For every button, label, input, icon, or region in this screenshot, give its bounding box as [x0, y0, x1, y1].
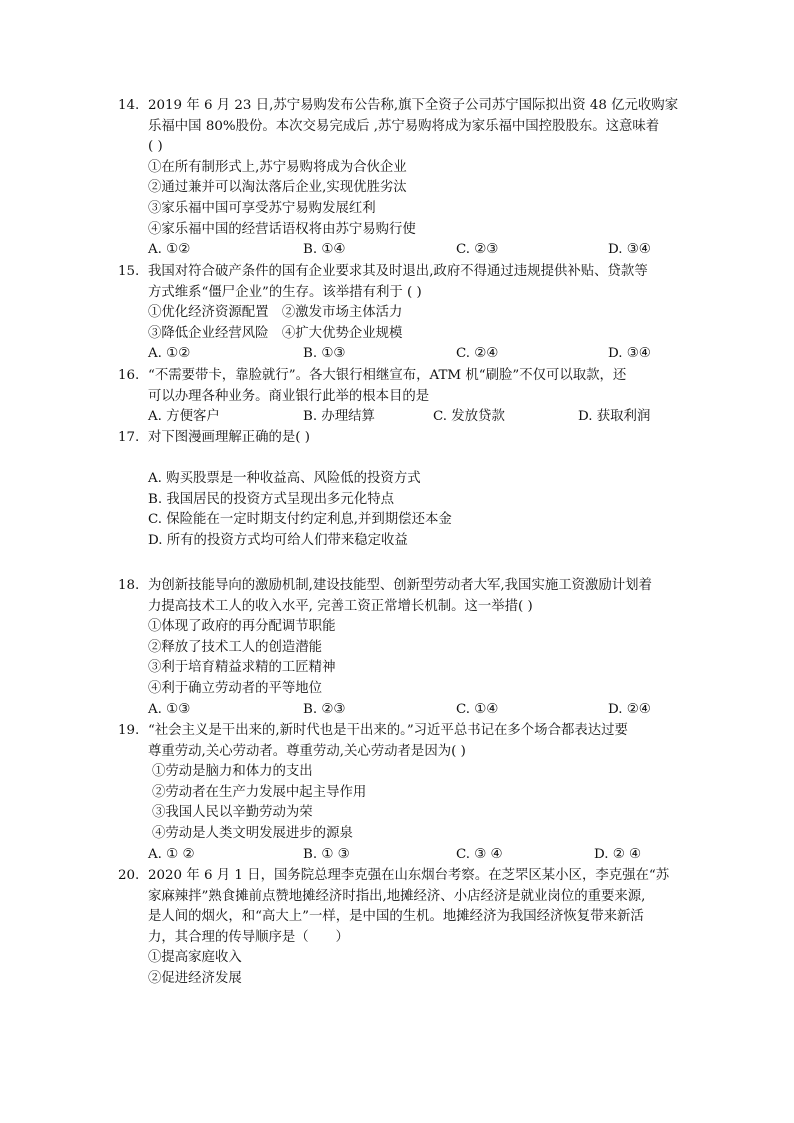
question-stem-line: 乐福中国 80%股份。本次交易完成后 ,苏宁易购将成为家乐福中国控股股东。这意味着: [148, 118, 660, 134]
choice-d[interactable]: D. ②④: [608, 701, 651, 717]
choice-a[interactable]: A. 方便客户: [148, 409, 220, 425]
question-stem-line: 为创新技能导向的激励机制,建设技能型、创新型劳动者大军,我国实施工资激励计划着: [148, 578, 652, 593]
choice-c[interactable]: C. ②④: [456, 346, 499, 362]
statement-item: ④家乐福中国的经营话语权将由苏宁易购行使: [148, 221, 416, 237]
choice-a[interactable]: A. ①②: [148, 346, 191, 362]
statement-item: ④劳动是人类文明发展进步的源泉: [152, 825, 353, 841]
answer-choices: [148, 407, 678, 428]
choice-d[interactable]: D. 获取利润: [578, 409, 651, 425]
question-stem-line: 对下图漫画理解正确的是( ): [148, 430, 311, 445]
statement-item: ①优化经济资源配置 ②激发市场主体活力: [148, 305, 403, 321]
question-stem-line: 2020 年 6 月 1 日，国务院总理李克强在山东烟台考察。在芝罘区某小区，李克强在“苏: [148, 868, 670, 883]
question-15: [118, 262, 678, 365]
statement-item: ①劳动是脑力和体力的支出: [152, 764, 313, 780]
comic-image-placeholder: [148, 449, 678, 470]
choice-c[interactable]: C. 发放贷款: [433, 409, 505, 425]
question-number: 20.: [118, 868, 140, 883]
statement-item: ②通过兼并可以淘汰落后企业,实现优胜劣汰: [148, 180, 407, 196]
choice-b[interactable]: B. 办理结算: [303, 409, 375, 425]
question-stem-line: “社会主义是干出来的,新时代也是干出来的。”习近平总书记在多个场合都表达过要: [148, 723, 628, 738]
statement-item: ②释放了技术工人的创造潜能: [148, 639, 323, 655]
question-stem-line: 方式维系“僵尸企业”的生存。该举措有利于 ( ): [148, 284, 422, 300]
question-stem-line: 尊重劳动,关心劳动者。尊重劳动,关心劳动者是因为( ): [148, 743, 466, 759]
question-18: [118, 576, 678, 720]
question-20: [118, 866, 678, 990]
statement-item: ①体现了政府的再分配调节职能: [148, 619, 336, 635]
choice-b[interactable]: B. ②③: [303, 701, 346, 717]
statement-item: ④利于确立劳动者的平等地位: [148, 680, 323, 696]
question-number: 16.: [118, 368, 140, 383]
question-stem-line: 我国对符合破产条件的国有企业要求其及时退出,政府不得通过违规提供补贴、贷款等: [148, 264, 648, 279]
answer-choices: [148, 845, 678, 866]
statement-item: ③利于培育精益求精的工匠精神: [148, 660, 336, 676]
question-14: [118, 96, 678, 261]
choice-a[interactable]: A. 购买股票是一种收益高、风险低的投资方式: [148, 471, 421, 487]
choice-b[interactable]: B. ①③: [303, 346, 346, 362]
question-number: 14.: [118, 98, 140, 113]
statement-item: ③我国人民以辛勤劳动为荣: [152, 805, 313, 821]
question-16: [118, 366, 678, 428]
choice-b[interactable]: B. 我国居民的投资方式呈现出多元化特点: [148, 491, 394, 507]
choice-c[interactable]: C. ②③: [456, 242, 499, 258]
question-number: 18.: [118, 578, 140, 593]
choice-b[interactable]: B. ① ③: [303, 846, 350, 862]
choice-c[interactable]: C. ①④: [456, 701, 499, 717]
question-stem-line: 2019 年 6 月 23 日,苏宁易购发布公告称,旗下全资子公司苏宁国际拟出资 48 亿元收购家: [148, 98, 679, 113]
answer-choices: [148, 700, 678, 721]
question-17: [118, 428, 678, 552]
statement-item: ③降低企业经营风险 ④扩大优势企业规模: [148, 325, 403, 341]
question-number: 17.: [118, 430, 140, 445]
choice-d[interactable]: D. ③④: [608, 242, 651, 258]
question-stem-line: 是人间的烟火，和“高大上”一样，是中国的生机。地摊经济为我国经济恢复带来新活: [148, 909, 644, 925]
choice-a[interactable]: A. ①③: [148, 701, 191, 717]
question-stem-line: 力，其合理的传导顺序是（ ）: [148, 929, 349, 945]
question-stem-line: 可以办理各种业务。商业银行此举的根本目的是: [148, 388, 430, 404]
answer-choices: [148, 344, 678, 365]
statement-item: ②促进经济发展: [148, 970, 242, 986]
statement-item: ③家乐福中国可享受苏宁易购发展红利: [148, 200, 376, 216]
choice-d[interactable]: D. ② ④: [594, 846, 642, 862]
answer-choices: [148, 240, 678, 261]
statement-item: ①在所有制形式上,苏宁易购将成为合伙企业: [148, 159, 407, 175]
question-stem-line: ( ): [148, 139, 163, 155]
question-19: [118, 721, 678, 865]
choice-a[interactable]: A. ①②: [148, 242, 191, 258]
statement-item: ②劳动者在生产力发展中起主导作用: [152, 784, 367, 800]
choice-c[interactable]: C. 保险能在一定时期支付约定利息,并到期偿还本金: [148, 512, 452, 528]
question-stem-line: 家麻辣拌”熟食摊前点赞地摊经济时指出,地摊经济、小店经济是就业岗位的重要来源,: [148, 888, 646, 904]
choice-d[interactable]: D. 所有的投资方式均可给人们带来稳定收益: [148, 532, 408, 548]
choice-d[interactable]: D. ③④: [608, 346, 651, 362]
choice-b[interactable]: B. ①④: [303, 242, 346, 258]
choice-c[interactable]: C. ③ ④: [456, 846, 503, 862]
question-number: 15.: [118, 264, 140, 279]
question-stem-line: “不需要带卡，靠脸就行”。各大银行相继宣布，ATM 机“刷脸”不仅可以取款，还: [148, 368, 627, 383]
choice-a[interactable]: A. ① ②: [148, 846, 195, 862]
question-stem-line: 力提高技术工人的收入水平, 完善工资正常增长机制。这一举措( ): [148, 598, 533, 614]
question-number: 19.: [118, 723, 140, 738]
statement-item: ①提高家庭收入: [148, 950, 242, 966]
